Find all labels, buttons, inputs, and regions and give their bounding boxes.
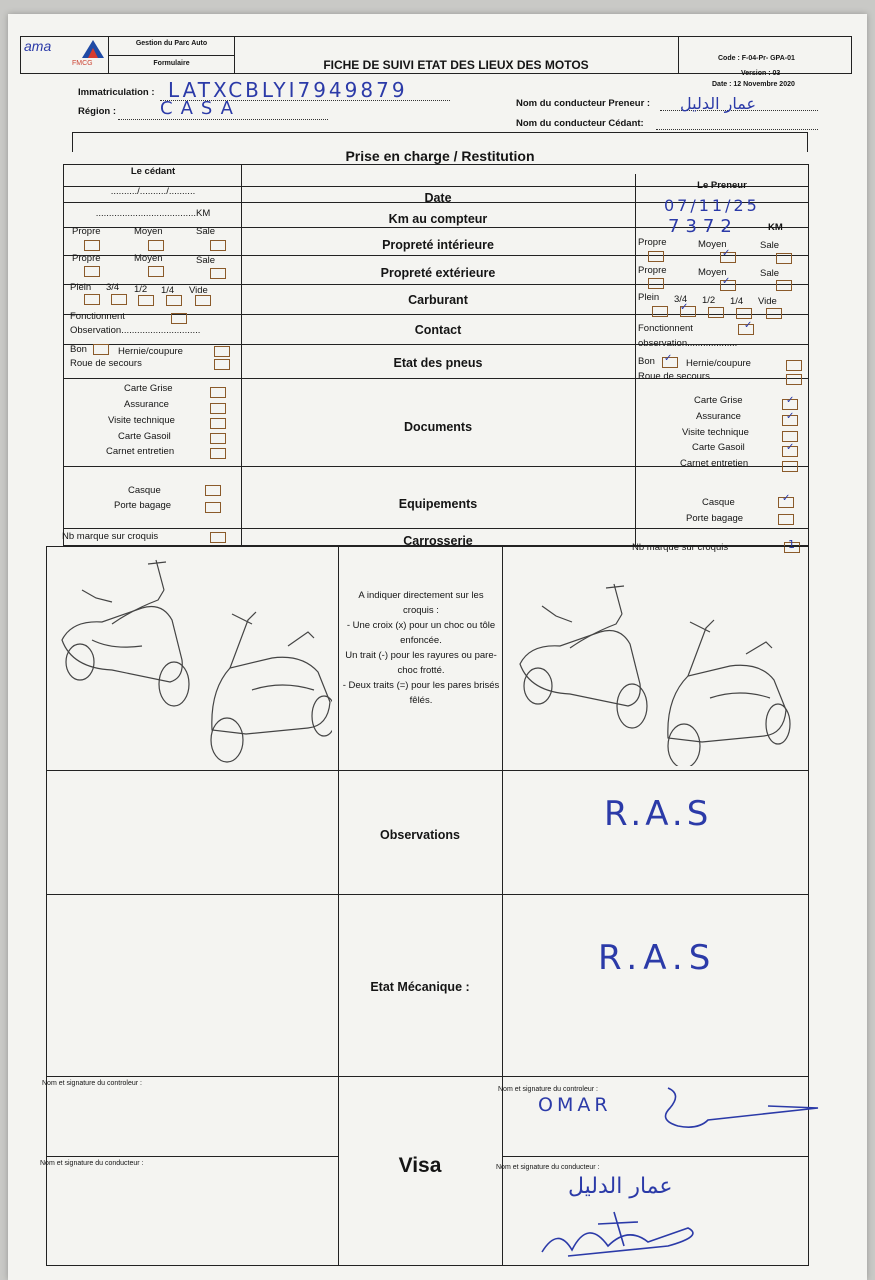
cedant-head: Le cédant bbox=[130, 166, 176, 177]
row-carrosserie: Carrosserie bbox=[403, 534, 473, 548]
preneur-doc-carnet: Carnet entretien bbox=[680, 458, 749, 469]
table-title: Prise en charge / Restitution bbox=[345, 148, 535, 164]
preneur-hernie-box[interactable] bbox=[786, 360, 802, 371]
row-visa: Visa bbox=[398, 1154, 442, 1177]
preneur-int-propre: Propre bbox=[638, 237, 667, 248]
carrosserie-instructions bbox=[342, 588, 500, 708]
doc-version: Version : 03 bbox=[741, 70, 781, 77]
preneur-ext-propre: Propre bbox=[638, 265, 667, 276]
preneur-casque-check-icon: ✓ bbox=[782, 493, 791, 504]
preneur-14-box[interactable] bbox=[736, 308, 752, 319]
cedant-vide: Vide bbox=[189, 285, 208, 296]
cedant-casque: Casque bbox=[128, 485, 161, 496]
cedant-hernie: Hernie/coupure bbox=[118, 346, 183, 357]
row-mecanique: Etat Mécanique : bbox=[370, 980, 470, 994]
row-carburant: Carburant bbox=[408, 293, 468, 307]
row-prop-ext: Propreté extérieure bbox=[380, 266, 496, 280]
preneur-nb-marque: Nb marque sur croquis bbox=[632, 542, 729, 553]
preneur-bon: Bon bbox=[638, 356, 655, 367]
row-date: Date bbox=[424, 191, 452, 205]
cedant-14: 1/4 bbox=[161, 285, 175, 296]
preneur-int-check-icon: ✓ bbox=[722, 248, 731, 259]
cedant-label: Nom du conducteur Cédant: bbox=[516, 118, 644, 129]
instruction-4: - Deux traits (=) pour les pares brisés fêlés. bbox=[342, 680, 500, 706]
controleur-signature-icon bbox=[648, 1080, 828, 1140]
preneur-doc-carte-grise: Carte Grise bbox=[694, 395, 743, 406]
preneur-hernie: Hernie/coupure bbox=[686, 358, 751, 369]
preneur-scooter-sketch bbox=[508, 566, 804, 766]
preneur-ext-check-icon: ✓ bbox=[722, 276, 731, 287]
preneur-vide-box[interactable] bbox=[766, 308, 782, 319]
preneur-sig-controleur-label: Nom et signature du controleur : bbox=[498, 1086, 598, 1093]
preneur-12-box[interactable] bbox=[708, 307, 724, 318]
preneur-int-moyen: Moyen bbox=[698, 239, 727, 250]
cedant-ext-propre: Propre bbox=[72, 253, 101, 264]
preneur-ext-moyen: Moyen bbox=[698, 267, 727, 278]
cedant-fonctionnent-box[interactable] bbox=[171, 313, 187, 324]
cedant-ext-sale: Sale bbox=[196, 255, 216, 266]
form-sheet bbox=[8, 14, 867, 1280]
cedant-34-box[interactable] bbox=[111, 294, 127, 305]
cedant-doc-box-3[interactable] bbox=[210, 418, 226, 429]
cedant-nb-box[interactable] bbox=[210, 532, 226, 543]
region-value[interactable]: CASA bbox=[160, 98, 241, 119]
preneur-doc-box-5[interactable] bbox=[782, 461, 798, 472]
preneur-doc-box-3[interactable] bbox=[782, 431, 798, 442]
preneur-roue: Roue de secours bbox=[638, 371, 710, 382]
preneur-int-propre-box[interactable] bbox=[648, 251, 664, 262]
preneur-fuel-check-icon: ✓ bbox=[680, 302, 689, 313]
cedant-doc-carte-grise: Carte Grise bbox=[124, 383, 173, 394]
preneur-roue-box[interactable] bbox=[786, 374, 802, 385]
preneur-34: 3/4 bbox=[674, 294, 688, 305]
preneur-int-sale: Sale bbox=[760, 240, 780, 251]
cedant-ext-moyen: Moyen bbox=[134, 253, 163, 264]
form-title: FICHE DE SUIVI ETAT DES LIEUX DES MOTOS bbox=[323, 58, 589, 72]
cedant-sig-controleur-label: Nom et signature du controleur : bbox=[42, 1080, 142, 1087]
preneur-doc-assurance: Assurance bbox=[696, 411, 741, 422]
preneur-observations[interactable]: R.A.S bbox=[604, 794, 713, 834]
cedant-bon-box[interactable] bbox=[93, 344, 109, 355]
preneur-ext-propre-box[interactable] bbox=[648, 278, 664, 289]
conducteur-name[interactable]: ﻋﻤﺎﺭ ﺍﻟﺪﻟﻴﻞ bbox=[568, 1174, 673, 1199]
logo-subtext: FMCG bbox=[72, 60, 93, 67]
preneur-plein-box[interactable] bbox=[652, 306, 668, 317]
cedant-bon: Bon bbox=[70, 344, 87, 355]
preneur-name[interactable]: ﻋﻤﺎﺭ ﺍﻟﺪﻟﻴﻞ bbox=[680, 94, 757, 113]
cedant-34: 3/4 bbox=[106, 282, 120, 293]
cedant-int-propre: Propre bbox=[72, 226, 101, 237]
instruction-2: - Une croix (x) pour un choc ou tôle enfoncée. bbox=[346, 620, 496, 646]
immat-label: Immatriculation : bbox=[78, 87, 155, 98]
cedant-ext-sale-box[interactable] bbox=[210, 268, 226, 279]
preneur-label: Nom du conducteur Preneur : bbox=[516, 98, 651, 109]
dept-label: Gestion du Parc Auto bbox=[135, 40, 208, 47]
row-equipements: Equipements bbox=[398, 497, 478, 511]
cedant-plein: Plein bbox=[70, 282, 92, 293]
cedant-int-sale: Sale bbox=[196, 226, 216, 237]
cedant-14-box[interactable] bbox=[166, 295, 182, 306]
row-prop-int: Propreté intérieure bbox=[382, 238, 494, 252]
cedant-doc-gasoil: Carte Gasoil bbox=[118, 431, 171, 442]
cedant-observation[interactable]: Observation.............................. bbox=[70, 325, 201, 336]
preneur-bon-check-icon: ✓ bbox=[664, 353, 673, 364]
preneur-fonctionnent: Fonctionnent bbox=[638, 323, 693, 334]
preneur-ext-sale-box[interactable] bbox=[776, 280, 792, 291]
preneur-plein: Plein bbox=[638, 292, 660, 303]
preneur-doc-gasoil: Carte Gasoil bbox=[692, 442, 745, 453]
cedant-roue: Roue de secours bbox=[70, 358, 142, 369]
cedant-roue-box[interactable] bbox=[214, 359, 230, 370]
preneur-sig-conducteur-label: Nom et signature du conducteur : bbox=[496, 1164, 600, 1171]
preneur-ext-sale: Sale bbox=[760, 268, 780, 279]
cedant-fonctionnent: Fonctionnent bbox=[70, 311, 125, 322]
company-logo-icon bbox=[80, 38, 106, 60]
controleur-name[interactable]: OMAR bbox=[538, 1094, 612, 1116]
row-contact: Contact bbox=[414, 323, 462, 337]
cedant-ext-moyen-box[interactable] bbox=[148, 266, 164, 277]
doc-type-label: Formulaire bbox=[153, 60, 190, 67]
cedant-doc-assurance: Assurance bbox=[124, 399, 169, 410]
cedant-vide-box[interactable] bbox=[195, 295, 211, 306]
preneur-km[interactable]: 7372 bbox=[668, 216, 738, 237]
cedant-plein-box[interactable] bbox=[84, 294, 100, 305]
doc-date: Date : 12 Novembre 2020 bbox=[712, 81, 795, 88]
preneur-doc-visite: Visite technique bbox=[682, 427, 749, 438]
cedant-porte-bagage: Porte bagage bbox=[114, 500, 172, 511]
doc-code: Code : F-04-Pr- GPA-01 bbox=[718, 55, 795, 62]
row-km: Km au compteur bbox=[388, 212, 488, 226]
region-label: Région : bbox=[78, 106, 116, 117]
preneur-casque: Casque bbox=[702, 497, 735, 508]
cedant-int-sale-box[interactable] bbox=[210, 240, 226, 251]
preneur-date[interactable]: 07/11/25 bbox=[664, 196, 760, 215]
preneur-doc-check-1-icon: ✓ bbox=[786, 395, 795, 406]
preneur-12: 1/2 bbox=[702, 295, 716, 306]
cedant-12-box[interactable] bbox=[138, 295, 154, 306]
preneur-doc-check-2-icon: ✓ bbox=[786, 411, 795, 422]
preneur-nb-value[interactable]: 1 bbox=[788, 538, 798, 551]
preneur-km-unit: KM bbox=[768, 222, 783, 233]
cedant-hernie-box[interactable] bbox=[214, 346, 230, 357]
preneur-porte-bagage: Porte bagage bbox=[686, 513, 744, 524]
cedant-int-moyen-box[interactable] bbox=[148, 240, 164, 251]
preneur-14: 1/4 bbox=[730, 296, 744, 307]
instruction-1: A indiquer directement sur les croquis : bbox=[358, 590, 484, 616]
row-pneus: Etat des pneus bbox=[393, 356, 483, 370]
cedant-doc-visite: Visite technique bbox=[108, 415, 175, 426]
cedant-porte-box[interactable] bbox=[205, 502, 221, 513]
cedant-date-blank[interactable]: ........../........../.......... bbox=[110, 186, 196, 197]
cedant-12: 1/2 bbox=[134, 284, 148, 295]
logo-text: ama bbox=[24, 38, 52, 54]
preneur-doc-check-4-icon: ✓ bbox=[786, 442, 795, 453]
row-observations: Observations bbox=[380, 828, 460, 842]
cedant-ext-propre-box[interactable] bbox=[84, 266, 100, 277]
cedant-int-moyen: Moyen bbox=[134, 226, 163, 237]
preneur-contact-check-icon: ✓ bbox=[744, 320, 753, 331]
cedant-doc-box-2[interactable] bbox=[210, 403, 226, 414]
cedant-int-propre-box[interactable] bbox=[84, 240, 100, 251]
cedant-doc-carnet: Carnet entretien bbox=[106, 446, 175, 457]
cedant-doc-box-1[interactable] bbox=[210, 387, 226, 398]
cedant-doc-box-5[interactable] bbox=[210, 448, 226, 459]
preneur-porte-box[interactable] bbox=[778, 514, 794, 525]
preneur-int-sale-box[interactable] bbox=[776, 253, 792, 264]
cedant-km-blank[interactable]: ......................................KM bbox=[95, 208, 211, 219]
preneur-mecanique[interactable]: R.A.S bbox=[598, 938, 717, 978]
row-documents: Documents bbox=[403, 420, 473, 434]
cedant-nb-marque: Nb marque sur croquis bbox=[62, 531, 159, 542]
preneur-observation[interactable]: observation................... bbox=[638, 338, 738, 349]
instruction-3: Un trait (-) pour les rayures ou pare-choc frotté. bbox=[345, 650, 497, 676]
conducteur-signature-icon bbox=[528, 1206, 728, 1262]
cedant-sig-conducteur-label: Nom et signature du conducteur : bbox=[40, 1160, 144, 1167]
preneur-vide: Vide bbox=[758, 296, 777, 307]
cedant-doc-box-4[interactable] bbox=[210, 433, 226, 444]
immat-value[interactable]: LATXCBLYI7949879 bbox=[168, 78, 408, 102]
cedant-scooter-sketch bbox=[52, 550, 332, 766]
preneur-head: Le Preneur bbox=[697, 180, 747, 191]
cedant-casque-box[interactable] bbox=[205, 485, 221, 496]
